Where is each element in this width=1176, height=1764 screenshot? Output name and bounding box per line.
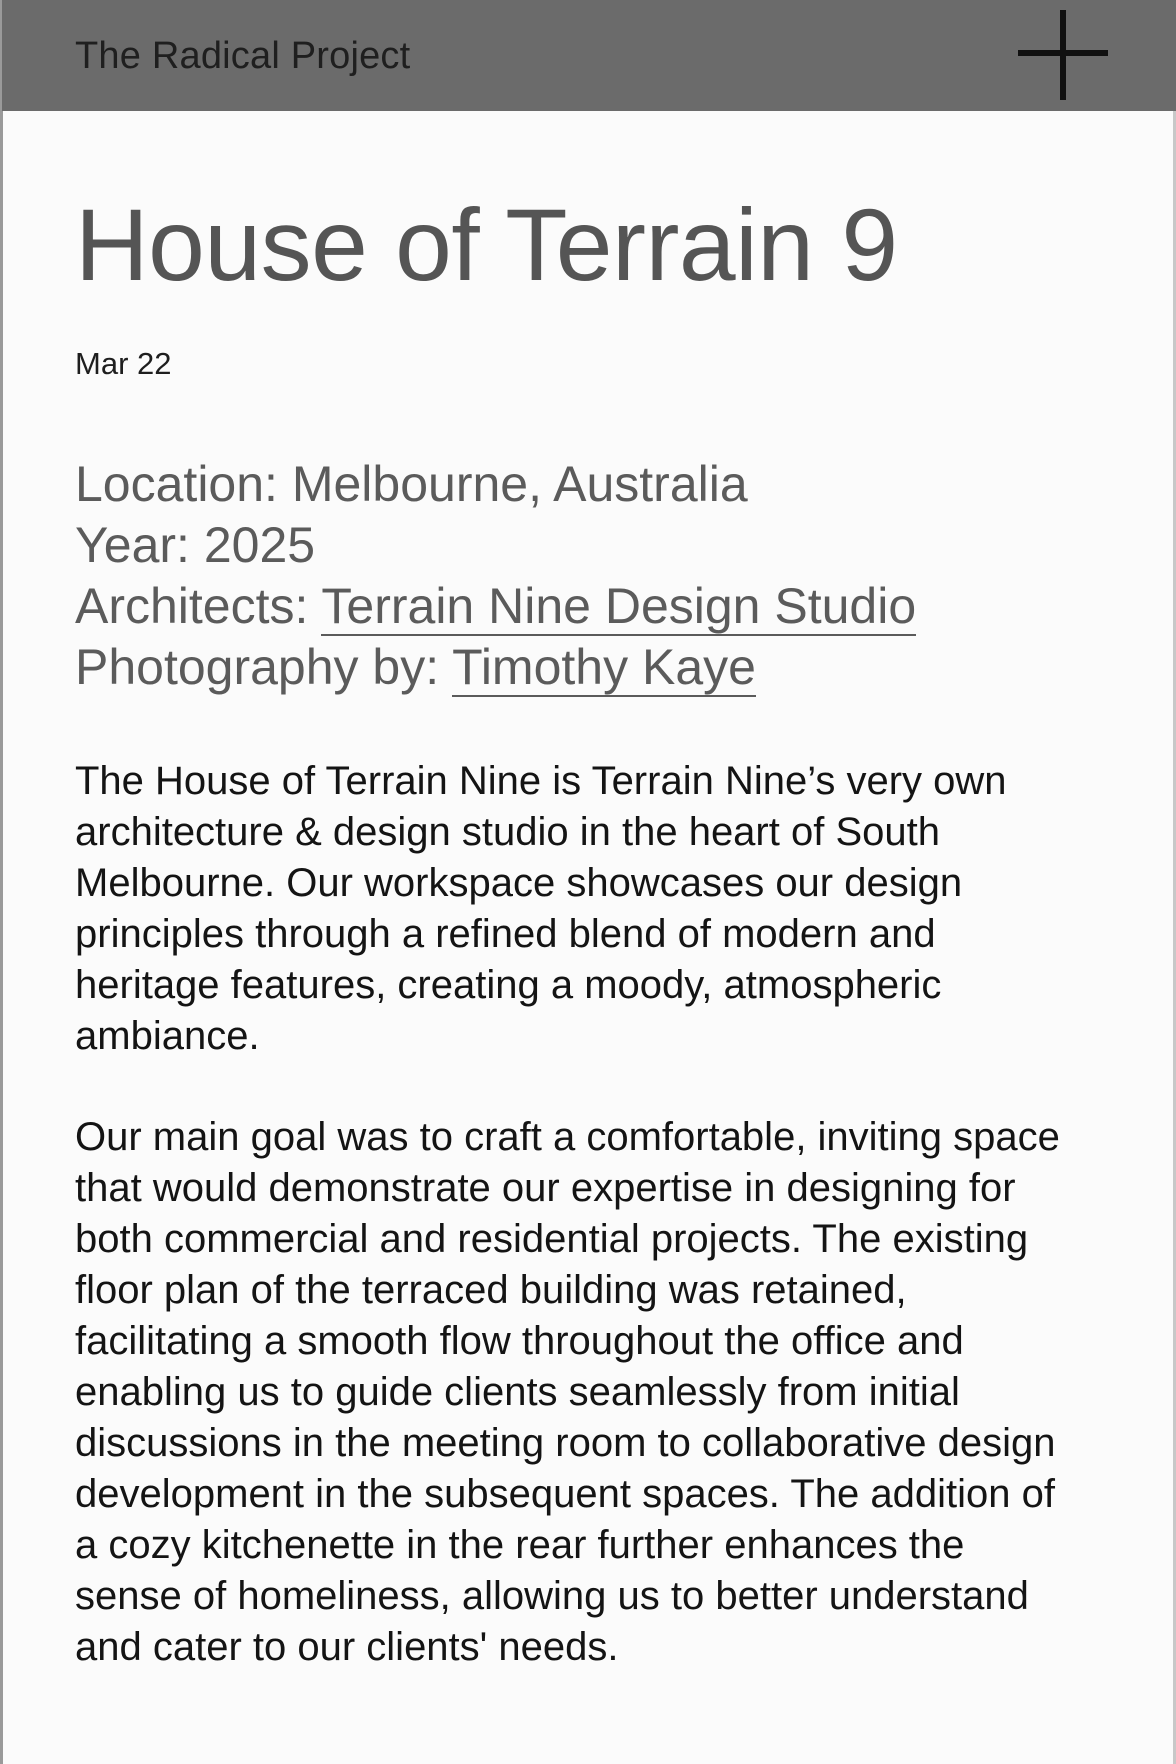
paragraph-line: and cater to our clients' needs. (75, 1625, 619, 1669)
article-body (75, 756, 1145, 1673)
architects-row (75, 576, 1145, 637)
paragraph-line: principles through a refined blend of modern and (75, 912, 936, 956)
window-edge-left (0, 0, 3, 1764)
paragraph-line: floor plan of the terraced building was retained, (75, 1268, 907, 1312)
menu-toggle-button[interactable] (1018, 10, 1110, 102)
location-row (75, 454, 1145, 515)
paragraph-line: that would demonstrate our expertise in designing for (75, 1166, 1016, 1210)
paragraph-line: architecture & design studio in the heart of South (75, 810, 940, 854)
paragraph-line: enabling us to guide clients seamlessly from initial (75, 1370, 960, 1414)
paragraph-line: facilitating a smooth flow throughout the office and (75, 1319, 964, 1363)
paragraph-line: sense of homeliness, allowing us to better understand (75, 1574, 1029, 1618)
photography-row (75, 637, 1145, 698)
site-header (2, 0, 1176, 111)
year-label: Year: (75, 517, 190, 573)
plus-icon (1018, 10, 1110, 102)
photographer-link[interactable]: Timothy Kaye (452, 639, 756, 695)
article-title: House of Terrain 9 (75, 188, 898, 302)
photography-label: Photography by: (75, 639, 440, 695)
paragraph-line: ambiance. (75, 1014, 260, 1058)
paragraph-line: The House of Terrain Nine is Terrain Nine’s very own (75, 759, 1007, 803)
paragraph-line: a cozy kitchenette in the rear further enhances the (75, 1523, 965, 1567)
location-label: Location: (75, 456, 278, 512)
paragraph-line: development in the subsequent spaces. The addition of (75, 1472, 1055, 1516)
paragraph-line: Our main goal was to craft a comfortable, inviting space (75, 1115, 1060, 1159)
article-content (75, 111, 1145, 1723)
project-details (75, 454, 1145, 698)
body-paragraph-1 (75, 756, 1145, 1062)
site-brand-link[interactable]: The Radical Project (75, 35, 411, 77)
body-paragraph-2 (75, 1112, 1145, 1673)
architects-link[interactable]: Terrain Nine Design Studio (321, 578, 917, 634)
location-value: Melbourne, Australia (291, 456, 748, 512)
year-value: 2025 (203, 517, 316, 573)
paragraph-line: both commercial and residential projects. The existing (75, 1217, 1029, 1261)
article-date: Mar 22 (75, 346, 172, 381)
paragraph-line: heritage features, creating a moody, atmospheric (75, 963, 942, 1007)
paragraph-line: Melbourne. Our workspace showcases our design (75, 861, 963, 905)
architects-label: Architects: (75, 578, 309, 634)
year-row (75, 515, 1145, 576)
paragraph-line: discussions in the meeting room to collaborative design (75, 1421, 1056, 1465)
